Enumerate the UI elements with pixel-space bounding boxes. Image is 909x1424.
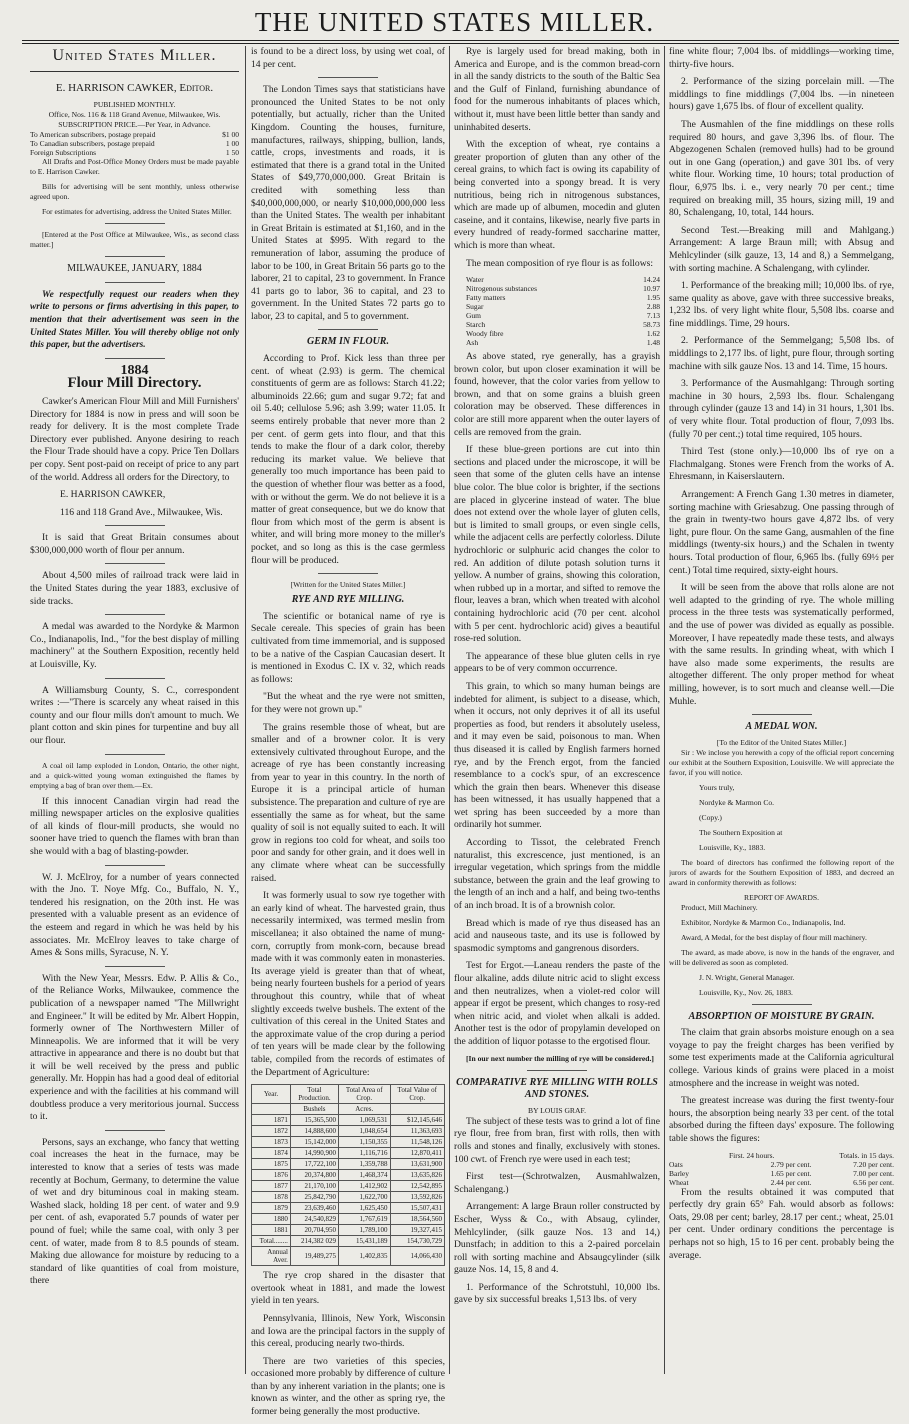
- column-4: [669, 46, 894, 1267]
- column-1: [30, 46, 239, 1293]
- section-heading: RYE AND RYE MILLING.: [291, 594, 405, 606]
- paragraph: 1. Performance of the Schrotstuhl, 10,000 lbs. gave by six successful breaks 1,513 lbs. of very: [454, 1281, 660, 1306]
- paragraph: Persons, says an exchange, who fancy that wetting coal increases the heat in the furnace, may be interested to know that a series of tests was made recently at Bochum, Germany, to determine the value of wet and dry bituminous coal in making steam. Washed slack, holding 18 per cent. of water and 9.9 per cent. of ash, evaporated 5.7 pounds of water per pound of fuel; while the same coal, with only 3 per cent. of water, made from 8 to 8.5 pounds of steam. Making due allowance for moisture by reducing to a standard of like quantities of coal from moisture, there: [30, 1136, 239, 1287]
- table-row: Barley 1.65 per cent. 7.00 per cent.: [669, 1168, 894, 1178]
- table-row: 1877 21,170,100 1,412,902 12,542,895: [252, 1181, 445, 1192]
- paragraph: The greatest increase was during the first twenty-four hours, the absorption being nearly 33 per cent. of the total absorbed during the fifteen days' exposure. The following table shows the figures:: [669, 1095, 894, 1145]
- paragraph: 3. Performance of the Ausmahlgang: Through sorting machine in 30 hours, 2,593 lbs. flour. Schalengang through cylinder (gauze 13 and 14) in 31 hours, 1,301 lbs. of very white flour. Total production of flour, 7,093 lbs. (fully 70 per cent.;) total time required, 105 hours.: [669, 378, 894, 440]
- dateline: MILWAUKEE, JANUARY, 1884: [67, 263, 202, 275]
- paragraph: The grains resemble those of wheat, but are smaller and of a browner color. It is very extensively cultivated throughout Europe, and the acreage of rye has been constantly increasing from year to year in this country. In the north of Europe it is a principal article of human subsistence. The preparation and culture of rye are essentially the same as for wheat, but the same quality of soil is not equally suited to each. It will grow in regions too cold for wheat, and soils too poor and sandy for other grain, and it does well in any climate where wheat can be successfully raised.: [251, 721, 445, 884]
- subscription-line: SUBSCRIPTION PRICE.—Per Year, in Advance.: [58, 120, 211, 130]
- address: The Southern Exposition at: [699, 827, 783, 837]
- table-row: 1871 15,365,500 1,069,531 $12,145,646: [252, 1115, 445, 1126]
- paragraph: The award, as made above, is now in the hands of the engraver, and will be delivered as soon as completed.: [669, 947, 894, 967]
- list-item: Nitrogenous substances 10.97: [466, 284, 660, 294]
- table-row: 1873 15,142,000 1,150,355 11,548,126: [252, 1137, 445, 1148]
- rate-row: Foreign Subscriptions 1 50: [30, 148, 239, 158]
- table-row: 1881 20,704,950 1,789,100 19,327,415: [252, 1225, 445, 1236]
- paragraph: First test—(Schrotwalzen, Ausmahlwalzen, Schalengang.): [454, 1171, 660, 1195]
- paragraph: The board of directors has confirmed the following report of the jurors of awards for the Southern Exposition of 1883, and decreed an award in conformity therewith as follows:: [669, 857, 894, 887]
- copy-note: (Copy.): [699, 812, 722, 822]
- table-row: 1876 20,374,800 1,468,374 13,635,826: [252, 1170, 445, 1181]
- masthead: THE UNITED STATES MILLER.: [254, 7, 655, 37]
- paragraph: The Ausmahlen of the fine middlings on these rolls required 80 hours, and gave 3,396 lbs. of flour. The Abgezogenen Schalen (removed hulls) had to be ground out in one Gang (operation,) and gave 301 lbs. of very white flour. Working time, 10 hours; total production of flour, 6,975 lbs. i. e., very nearly 70 per cent.; time required on breaking mill, 35 hours, sizing mill, 19 and 80, Schalengang, 10, total, 144 hours.: [669, 118, 894, 219]
- column-2: [251, 46, 445, 1424]
- rye-crop-table: Year. Total Production. Total Area of Crop. Total Value of Crop. Bushels Acres. 1871 15,365,500 1,069,531 $12,145,646 1872 14,888,600 1,048,654 11,363,693 1873 15,142,000 1,150,355 11,548,126 1874 14,990,900 1,116,716 12,870,411 1875 17,722,100 1,359,788 13,631,900 1876 20,374,800 1,468,374 13,635,826 1877 21,170,100 1,412,902 12,542,895 1878 25,842,790 1,622,700 13,592,826 1879 23,639,460 1,625,450 15,507,431 1880 24,540,829 1,767,619 18,564,560 1881 20,704,950 1,789,100 19,327,415 Total........ 214,382 029 15,431,189 154,730,729 Annual Aver. 19,489,275 1,402,835 14,066,430: [251, 1084, 445, 1266]
- paragraph: It is said that Great Britain consumes about $300,000,000 worth of flour per annum.: [30, 532, 239, 556]
- reader-request: We respectfully request our readers when they write to persons or firms advertising in this paper, to mention that their advertisement was seen in the United States Miller. You will thereby oblige not only this paper, but the advertisers.: [30, 289, 239, 351]
- list-item: Sugar 2.88: [466, 302, 660, 312]
- paragraph: 2. Performance of the Semmelgang; 5,508 lbs. of middlings to 2,177 lbs. of light, pure flour, through sorting machine with silk gauze Nos. 13 and 14. Time, 15 hours.: [669, 335, 894, 372]
- list-item: Gum 7.13: [466, 311, 660, 321]
- paragraph: [In our next number the milling of rye will be considered.]: [466, 1053, 654, 1063]
- paragraph: If these blue-green portions are cut into thin sections and placed under the microscope, it will be seen that some of the gluten cells have an intense blue color. The blue color is brighter, if the sections are placed in glycerine instead of water. The blue does not extend over the whole layer of gluten cells, but is limited to small groups, or even single cells, while the adjacent cells are perfectly colorless. Dilute hydrochloric or sulphuric acid changes the color to red. An addition of dilute potash solution turns it yellow. A number of grains, showing this coloration, when rubbed up in a mortar, and sifted to remove the flour, leaves a bran, which when treated with alcohol containing hydrochloric acid (70 per cent. alcohol with 5 per cent. hydrochloric acid) gives a beautiful rose-red solution.: [454, 444, 660, 645]
- masthead-rule: [22, 40, 899, 41]
- paragraph: A coal oil lamp exploded in London, Ontario, the other night, and a quick-witted young woman extinguished the flames by emptying a bag of bran over them.—Ex.: [30, 760, 239, 790]
- column-rule: [664, 46, 665, 1374]
- paragraph: The subject of these tests was to grind a lot of fine rye flour, free from bran, first with rolls, then with rolls and stones and finally, exclusively with stones. 100 cwt. of French rye were used in each test;: [454, 1115, 660, 1165]
- paragraph: W. J. McElroy, for a number of years connected with the Jno. T. Noye Mfg. Co., Buffalo, N. Y., tendered his resignation, on the 20th inst. He was presented with a valuable present as an evidence of the esteem and regard in which he was held by his associates. Mr. McElroy leaves to take charge of Ames & Sons mills, Syracuse, N. Y.: [30, 871, 239, 959]
- directory-title: Flour Mill Directory.: [67, 375, 202, 392]
- closing: Yours truly,: [699, 782, 735, 792]
- paragraph: Bread which is made of rye thus diseased has an acid and nauseous taste, and its use is followed by spasmodic symptoms and gangrenous disorders.: [454, 917, 660, 954]
- editor-line: E. HARRISON CAWKER, Editor.: [55, 81, 214, 94]
- absorption-table: [669, 1160, 894, 1187]
- written-for: [Written for the United States Miller.]: [290, 580, 406, 590]
- paragraph: Pennsylvania, Illinois, New York, Wisconsin and Iowa are the principal factors in the supply of this cereal, producing nearly two-thirds.: [251, 1312, 445, 1350]
- paragraph: The claim that grain absorbs moisture enough on a sea voyage to pay the freight charges has been verified by some test experiments made at the California agricultural college. Various kinds of grains were placed in a moist atmosphere and the increase in weight was noted.: [669, 1027, 894, 1089]
- paragraph: 2. Performance of the sizing porcelain mill. —The middlings to fine middlings (7,004 lbs. —in nineteen hours) gave 1,675 lbs. of flour of excellent quality.: [669, 76, 894, 113]
- paragraph: The rye crop shared in the disaster that overtook wheat in 1881, and made the lowest yield in ten years.: [251, 1270, 445, 1307]
- note: Bills for advertising will be sent monthly, unless otherwise agreed upon.: [30, 182, 239, 202]
- column-rule: [449, 46, 450, 1374]
- masthead-rule-2: [22, 43, 899, 44]
- composition-list: [466, 275, 660, 347]
- list-item: Fatty matters 1.95: [466, 293, 660, 303]
- paragraph: Award, A Medal, for the best display of flour mill machinery.: [681, 932, 867, 942]
- signature: Nordyke & Marmon Co.: [699, 797, 775, 807]
- paragraph: The London Times says that statisticians have pronounced the United States to be not only potentially, but actually, richer than the United Kingdom. Counting the houses, furniture, manufactures, railways, shipping, bullion, lands, cattle, crops, investments and roads, it is estimated that there is a grand total in the United States of $49,770,000,000. Great Britain is credited with something less than $40,000,000,000, or nearly $10,000,000,000 less than the United States. The wealth per inhabitant in Great Britain is estimated at $1,160, and in the United States at $995. With regard to the remuneration of labor, assuming the produce of labor to be 100, in Great Britain 56 parts go to the laborer, 21 to capital, 23 to government. In France 41 parts go to labor, 36 to capital, and 23 to government. In the United States 72 parts go to labor, 23 to capital, and 5 to government.: [251, 84, 445, 322]
- table-row: 1875 17,722,100 1,359,788 13,631,900: [252, 1159, 445, 1170]
- paragraph: Second Test.—Breaking mill and Mahlgang.) Arrangement: A large Braun mill; with Absug and Mehlcylinder (silk gauze, 13, 14 and 8,) a Semmelgang, with sorting machine. A Schalengang, with cylinder.: [669, 224, 894, 274]
- paragraph: Product, Mill Machinery.: [681, 902, 758, 912]
- list-item: Woody fibre 1.62: [466, 329, 660, 339]
- quote: "But the wheat and the rye were not smitten, for they were not grown up.": [251, 691, 445, 715]
- table-row: Oats 2.79 per cent. 7.20 per cent.: [669, 1159, 894, 1169]
- paragraph: is found to be a direct loss, by using wet coal, of 14 per cent.: [251, 46, 445, 70]
- rate-row: To American subscribers, postage prepaid $1 00: [30, 130, 239, 140]
- note: All Drafts and Post-Office Money Orders must be made payable to E. Harrison Cawker.: [30, 157, 239, 177]
- paragraph: This grain, to which so many human beings are indebted for aliment, is subject to a disease, which, when it occurs, not only deprives it of all its useful properties as food, but renders it absolutely useless, and it may even be said, poisonous to man. When thus diseased it is called by English farmers horned rye, and by the French ergot, from the fancied resemblance to a cock's spur, of an excrescence which the grain then bears. Whenever this disease has been witnessed, it has usually happened that a wet spring has been succeeded by a more than ordinarily hot summer.: [454, 680, 660, 831]
- paragraph: Arrangement: A large Braun roller constructed by Escher, Wyss & Co., with Absaug, cylinder, Mehlcylinder, (silk gauze Nos. 13 and 14,) Dunstfach; in addition to this a 2-paired porcelain roll with sorting machine and Absaugcylinder (silk gauze Nos. 14, 15, 8 and 4.: [454, 1201, 660, 1276]
- paragraph: fine white flour; 7,004 lbs. of middlings—working time, thirty-five hours.: [669, 46, 894, 70]
- paragraph: 1. Performance of the breaking mill; 10,000 lbs. of rye, same quality as above, gave with three successive breaks, 1,232 lbs. of very light white flour, 5,508 lbs. coarse and fine middlings. Time, 29 hours.: [669, 280, 894, 329]
- paragraph: Arrangement: A French Gang 1.30 metres in diameter, sorting machine with Griesabzug. One passing through of the grain in twenty-two hours gave 4,872 lbs. of very light, pure flour. On the same Gang, ausmahlen of the fine middlings (twenty-six hours,) and the Schalen in twenty hours. Total production of flour, 6,965 lbs. (fully 69½ per cent.) Total time required, sixty-eight hours.: [669, 489, 894, 576]
- paragraph: Rye is largely used for bread making, both in America and Europe, and is the common bread-corn in all the sandy districts to the south of the Baltic Sea and the Gulf of Finland, furnishing abundance of food for the numerous inhabitants of places which, without it, must have been little better than sandy and uninhabited deserts.: [454, 46, 660, 133]
- table-row: 1874 14,990,900 1,116,716 12,870,411: [252, 1148, 445, 1159]
- section-heading: GERM IN FLOUR.: [307, 336, 389, 348]
- paragraph: It will be seen from the above that rolls alone are not well adapted to the grinding of rye. The whole milling process in the three tests was systematically performed, and the use of power was divided as equally as possible. Moreover, I have repeatedly made these tests, and always with the same results. In grinding wheat, with which I have also made some experiments, the results are altogether different. The only proper method for wheat milling, however, is to sort much and cleanse well.—Die Muhle.: [669, 582, 894, 707]
- paragraph: Test for Ergot.—Laneau renders the paste of the flour alkaline, adds dilute nitric acid to slight excess and then neutralizes, when a violet-red color will appear if ergot be present, which changes to rosy-red when nitric acid, and violet when alkali is added. Another test is the odor of propylamin developed on the addition of liquor potasse to the ergotised flour.: [454, 960, 660, 1047]
- paragraph: Sir : We inclose you herewith a copy of the official report concerning our exhibit at the Southern Exposition, Louisville. We will appreciate the favor, if you will notice.: [669, 747, 894, 777]
- column-3: [454, 46, 660, 1312]
- rate-list: [30, 130, 239, 157]
- section-heading: ABSORPTION OF MOISTURE BY GRAIN.: [688, 1010, 875, 1022]
- table-row: 1878 25,842,790 1,622,700 13,592,826: [252, 1192, 445, 1203]
- section-heading: COMPARATIVE RYE MILLING WITH ROLLS AND STONES.: [456, 1076, 658, 1101]
- paragraph: With the exception of wheat, rye contains a greater proportion of gluten than any other of the cereal grains, to which fact is owing its capability of being converted into a spongy bread. It is very nutritious, being rich in nitrogenous substances, which are made up of albumen, mocedin and gluten caseine, and it contains, likewise, nearly five parts in every hundred of ready-formed saccharine matter, which is more than wheat.: [454, 139, 660, 251]
- table-row: 1880 24,540,829 1,767,619 18,564,560: [252, 1214, 445, 1225]
- entered-notice: [Entered at the Post Office at Milwaukee, Wis., as second class matter.]: [30, 230, 239, 250]
- address: Louisville, Ky., 1883.: [699, 842, 766, 852]
- column-rule: [245, 46, 246, 1374]
- byline: BY LOUIS GRAF.: [528, 1105, 586, 1115]
- directory-address: 116 and 118 Grand Ave., Milwaukee, Wis.: [60, 506, 223, 518]
- list-item: Ash 1.48: [466, 338, 660, 348]
- paragraph: The mean composition of rye flour is as follows:: [466, 257, 654, 269]
- note: For estimates for advertising, address the United States Miller.: [42, 207, 232, 217]
- absorption-header: First. 24 hours. Totals. in 15 days.: [729, 1150, 894, 1160]
- paragraph: Third Test (stone only.)—10,000 lbs of rye on a Flachmalgang. Stones were French from the works of A. Ehresmann, in Kaiserslautern.: [669, 446, 894, 483]
- published-line: PUBLISHED MONTHLY.: [93, 100, 176, 110]
- directory-signature: E. HARRISON CAWKER,: [60, 489, 166, 501]
- paragraph: According to Tissot, the celebrated French naturalist, this excrescence, just mentioned, is an irregular vegetation, which springs from the middle substance, between the grain and the leaf growing to the length of an inch and a half, and being two-tenths of an inch broad. It is of a brownish color.: [454, 837, 660, 912]
- report-heading: REPORT OF AWARDS.: [744, 892, 819, 902]
- paragraph: The scientific or botanical name of rye is Secale cereale. This species of grain has been cultivated from time immemorial, and is supposed to be a native of the Caspian Caucasian desert. It is mentioned in Exodus C. IX v. 32, which reads as follows:: [251, 610, 445, 685]
- office-line: Office, Nos. 116 & 118 Grand Avenue, Milwaukee, Wis.: [48, 110, 221, 120]
- paragraph: There are two varieties of this species, occasioned more probably by difference of culture than by any inherent variation in the plants; one is known as winter, and the other as spring rye, the former being generally the most productive.: [251, 1355, 445, 1418]
- list-item: Starch 58.73: [466, 320, 660, 330]
- table-row: 1872 14,888,600 1,048,654 11,363,693: [252, 1126, 445, 1137]
- paragraph: If this innocent Canadian virgin had read the milling newspaper articles on the explosive qualities of all kinds of flour-mill products, she would no sooner have tried to quench the flames with bran than she would with a bag of blasting-powder.: [30, 795, 239, 857]
- table-row: Wheat 2.44 per cent. 6.56 per cent.: [669, 1177, 894, 1187]
- rate-row: To Canadian subscribers, postage prepaid 1 00: [30, 139, 239, 149]
- directory-text: Cawker's American Flour Mill and Mill Furnishers' Directory for 1884 is now in press and will soon be ready for delivery. It is the most complete Trade Directory ever published. Anyone desiring to reach the Flour Trade should have a copy. Price Ten Dollars per copy. Sent post-paid on receipt of price to any part of the world. Address all orders for the Directory, to: [30, 395, 239, 483]
- paragraph: As above stated, rye generally, has a grayish brown color, but upon closer examination it will be found, however, that the color varies from yellow to brown, and that on some grains a bluish green coloration may be observed. These differences in color are still more apparent when the outer layers of cells are removed from the grain.: [454, 351, 660, 438]
- section-heading: A MEDAL WON.: [745, 721, 818, 733]
- to-editor: [To the Editor of the United States Miller.]: [716, 737, 847, 747]
- paragraph: According to Prof. Kick less than three per cent. of wheat (2.93) is germ. The chemical constituents of germ are as follows: Starch 41.22; albuminoids 22.66; gum and sugar 9.72; fat and oil 5.40; cellulose 5.96; ash 3.99; water 11.05. It seems entirely probable that never more than 2 per cent. of germ gets into flour, and that this tends to make the flour of a dark color, thereby reducing its market value. We believe that generally too much importance has been paid to the question of whether flour was better as a food, with or without the germ. We do not believe it is a matter of great consequence, but we do know that flour from which most of the germ is absent is whiter, and will bring more money to the miller's pocket, and so long as this is the case germless flour will be produced.: [251, 353, 445, 566]
- table-row: 1879 23,639,460 1,625,450 15,507,431: [252, 1203, 445, 1214]
- paragraph: Exhibitor, Nordyke & Marmon Co., Indianapolis, Ind.: [681, 917, 846, 927]
- date: Louisville, Ky., Nov. 26, 1883.: [699, 987, 793, 997]
- directory-year: 1884: [120, 362, 149, 378]
- paragraph: With the New Year, Messrs. Edw. P. Allis & Co., of the Reliance Works, Milwaukee, commence the publication of a newspaper named "The Millwright and Engineer." It will be edited by Mr. Albert Hoppin, formerly owner of The Northwestern Miller of Minneapolis. We are informed that it will be very attractive in appearance and there is no doubt but that it will be well received by the press and public generally. Mr. Hoppin has had a good deal of editorial experience and with the facilities at his command will doubtless produce a very meritorious journal. Success to it.: [30, 972, 239, 1123]
- paragraph: It was formerly usual to sow rye together with an early kind of wheat. The harvested grain, thus necessarily intermixed, was termed meslin from miscellanea; it also obtained the name of mung-corn, corruptly from monk-corn, because bread made with it was commonly eaten in monasteries. Its average yield is greater than that of wheat, being nearly fourteen bushels for a period of years throughout this country, while that of wheat slightly exceeds twelve bushels. The extent of the cultivation of this cereal in the United States and the approximate value of the crop during a period of ten years will be made clear by the following table, compiled from the records of estimates of the Department of Agriculture:: [251, 890, 445, 1078]
- paragraph: A Williamsburg County, S. C., correspondent writes :—"There is scarcely any wheat raised in this county and our flour mills don't amount to much. We plant cotton and skin pines for turpentine and buy all our flour.: [30, 684, 239, 746]
- list-item: Water 14.24: [466, 275, 660, 285]
- paper-title: United States Miller.: [52, 47, 217, 64]
- paragraph: A medal was awarded to the Nordyke & Marmon Co., Indianapolis, Ind., "for the best display of milling machinery" at the Southern Exposition, recently held at Louisville, Ky.: [30, 621, 239, 671]
- paragraph: About 4,500 miles of railroad track were laid in the United States during the year 1883, exclusive of side tracks.: [30, 570, 239, 607]
- signer: J. N. Wright, General Manager.: [699, 972, 795, 982]
- paragraph: The appearance of these blue gluten cells in rye appears to be of very common occurrence.: [454, 650, 660, 675]
- paragraph: From the results obtained it was computed that perfectly dry grain 65° Fah. would absorb as follows: Oats, 29.08 per cent; barley, 28.17 per cent.; wheat, 25.01 per cent. Under ordinary conditions the percentage is perhaps not so high, 15 to 16 per cent. probably being the average.: [669, 1186, 894, 1261]
